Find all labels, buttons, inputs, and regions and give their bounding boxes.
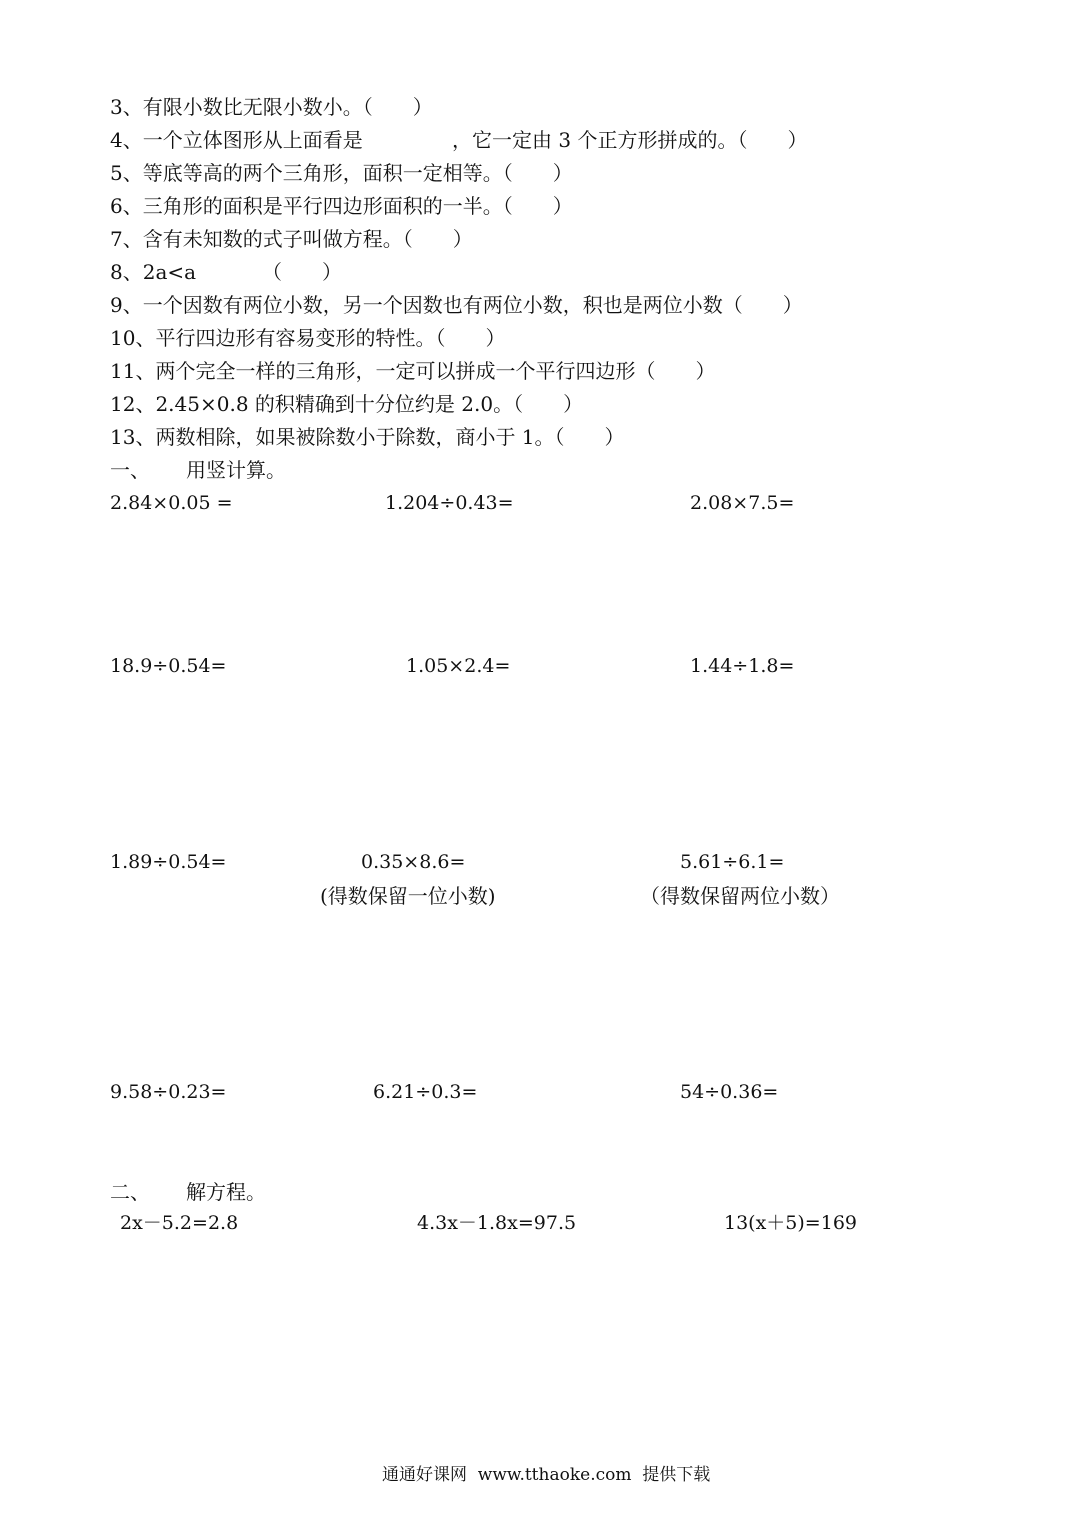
question-4-part2: ，它一定由 3 个正方形拼成的。（ ） <box>452 128 808 152</box>
calc-3-2-note: (得数保留一位小数) <box>320 884 496 908</box>
calc-4-1: 9.58÷0.23= <box>110 1081 227 1103</box>
calc-4-2: 6.21÷0.3= <box>373 1081 478 1103</box>
question-11: 11、两个完全一样的三角形，一定可以拼成一个平行四边形（ ） <box>110 359 716 383</box>
section2-heading-text: 解方程。 <box>186 1180 266 1204</box>
question-8-part2: （ ） <box>262 260 342 284</box>
section2-heading-number: 二、 <box>110 1180 150 1204</box>
calc-1-3: 2.08×7.5= <box>690 492 795 514</box>
question-13: 13、两数相除，如果被除数小于除数，商小于 1。（ ） <box>110 425 625 449</box>
equation-3: 13(x＋5)=169 <box>724 1212 857 1234</box>
question-12: 12、2.45×0.8 的积精确到十分位约是 2.0。（ ） <box>110 392 584 416</box>
section1-heading-text: 用竖计算。 <box>186 458 286 482</box>
question-9: 9、一个因数有两位小数，另一个因数也有两位小数，积也是两位小数（ ） <box>110 293 803 317</box>
calc-2-1: 18.9÷0.54= <box>110 655 227 677</box>
calc-1-1: 2.84×0.05 = <box>110 492 233 514</box>
calc-3-3: 5.61÷6.1= <box>680 851 785 873</box>
question-8-part1: 8、2a<a <box>110 260 197 284</box>
footer-credit: 通通好课网 www.tthaoke.com 提供下载 <box>382 1465 711 1485</box>
question-10: 10、平行四边形有容易变形的特性。（ ） <box>110 326 506 350</box>
question-3: 3、有限小数比无限小数小。（ ） <box>110 95 433 119</box>
calc-3-3-note: （得数保留两位小数） <box>640 884 840 908</box>
calc-2-3: 1.44÷1.8= <box>690 655 795 677</box>
section1-heading-number: 一、 <box>110 458 150 482</box>
question-5: 5、等底等高的两个三角形，面积一定相等。（ ） <box>110 161 573 185</box>
equation-1: 2x－5.2=2.8 <box>120 1212 239 1234</box>
calc-2-2: 1.05×2.4= <box>406 655 511 677</box>
question-4-part1: 4、一个立体图形从上面看是 <box>110 128 363 152</box>
calc-1-2: 1.204÷0.43= <box>385 492 514 514</box>
question-6: 6、三角形的面积是平行四边形面积的一半。（ ） <box>110 194 573 218</box>
calc-3-1: 1.89÷0.54= <box>110 851 227 873</box>
question-7: 7、含有未知数的式子叫做方程。（ ） <box>110 227 473 251</box>
equation-2: 4.3x－1.8x=97.5 <box>417 1212 577 1234</box>
calc-3-2: 0.35×8.6= <box>361 851 466 873</box>
calc-4-3: 54÷0.36= <box>680 1081 779 1103</box>
